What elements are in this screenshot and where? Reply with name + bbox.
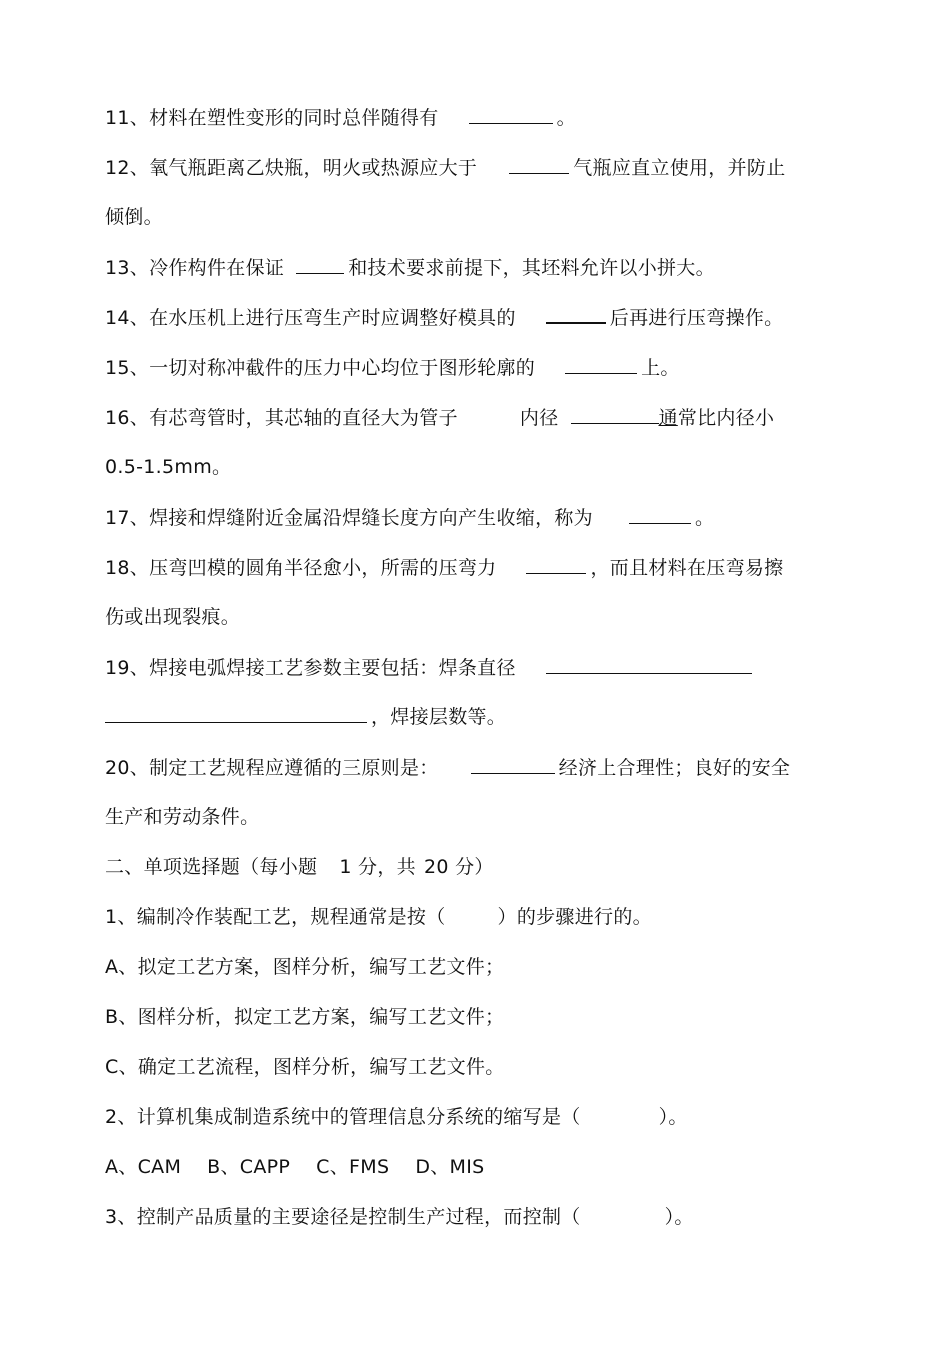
question-text: 在水压机上进行压弯生产时应调整好模具的: [149, 307, 516, 329]
question-text: 计算机集成制造系统中的管理信息分系统的缩写是（: [136, 1106, 581, 1128]
question-number: 17、: [105, 507, 150, 529]
section-heading: [105, 853, 494, 881]
section-score-each: 1 分，共: [339, 856, 416, 878]
question-number: 12、: [105, 157, 150, 179]
question-text-end: 。: [556, 107, 576, 129]
option-text: A、拟定工艺方案，图样分析，编写工艺文件；: [105, 956, 505, 978]
fill-blank: [471, 755, 555, 774]
question-text: 压弯凹模的圆角半径愈小，所需的压弯力: [149, 557, 497, 579]
fill-blank: [296, 255, 344, 274]
fill-blank: [509, 155, 569, 174]
question-14: [105, 304, 783, 332]
question-20: [105, 754, 790, 782]
question-number: 20、: [105, 757, 150, 779]
question-text-end: ）。: [664, 1206, 694, 1228]
question-text: 焊接和焊缝附近金属沿焊缝长度方向产生收缩，称为: [149, 507, 593, 529]
question-text-end: ）。: [658, 1106, 688, 1128]
question-text-continued: 0.5-1.5mm。: [105, 456, 232, 478]
question-text-end: 上。: [641, 357, 680, 379]
choice-option-c: [105, 1053, 505, 1081]
option-b: B、CAPP: [207, 1156, 291, 1178]
question-18: [105, 554, 784, 582]
question-text-end: 经济上合理性；良好的安全: [558, 757, 791, 779]
question-number: 1、: [105, 906, 137, 928]
question-12: [105, 154, 786, 182]
question-number: 19、: [105, 657, 150, 679]
question-13: [105, 254, 715, 282]
question-text-mid: 内径: [519, 407, 559, 429]
fill-blank: [546, 655, 752, 674]
question-text: 冷作构件在保证: [149, 257, 285, 279]
fill-blank: [105, 704, 367, 723]
question-20-continued: [105, 803, 259, 831]
fill-blank: [571, 405, 659, 424]
question-number: 13、: [105, 257, 150, 279]
question-text: 制定工艺规程应遵循的三原则是：: [149, 757, 439, 779]
choice-question-2: [105, 1103, 688, 1131]
question-text-end: 后再进行压弯操作。: [609, 307, 784, 329]
question-text-end: 。: [694, 507, 715, 529]
fill-blank: [546, 304, 606, 324]
question-number: 3、: [105, 1206, 137, 1228]
question-19: [105, 654, 756, 682]
question-text: 材料在塑性变形的同时总伴随得有: [149, 107, 439, 129]
question-text: 有芯弯管时，其芯轴的直径大为管子: [149, 407, 458, 429]
choice-options-row: [105, 1153, 485, 1181]
question-12-continued: [105, 203, 163, 231]
fill-blank: [526, 555, 586, 574]
option-text: C、确定工艺流程，图样分析，编写工艺文件。: [105, 1056, 505, 1078]
question-number: 18、: [105, 557, 150, 579]
choice-option-b: [105, 1003, 504, 1031]
question-text-end: ，焊接层数等。: [371, 706, 507, 728]
option-a: A、CAM: [105, 1156, 182, 1178]
question-19-continued: [105, 703, 506, 731]
question-text-continued: 倾倒。: [105, 206, 163, 228]
question-text: 焊接电弧焊接工艺参数主要包括：焊条直径: [149, 657, 516, 679]
question-number: 15、: [105, 357, 150, 379]
choice-question-3: [105, 1203, 694, 1231]
question-text: 氧气瓶距离乙炔瓶，明火或热源应大于: [149, 157, 478, 179]
choice-question-1: [105, 903, 652, 931]
option-c: C、FMS: [316, 1156, 390, 1178]
section-score-total: 20 分）: [423, 856, 494, 878]
question-number: 11、: [105, 107, 150, 129]
question-text-continued: 伤或出现裂痕。: [105, 606, 241, 628]
section-title: 二、单项选择题（每小题: [105, 856, 318, 878]
underlined-char: 通: [658, 407, 678, 429]
question-text: 编制冷作装配工艺，规程通常是按（: [136, 906, 446, 928]
question-text-end: 和技术要求前提下，其坯料允许以小拼大。: [348, 257, 715, 279]
question-text-end: ，而且材料在压弯易擦: [590, 557, 784, 579]
question-11: [105, 104, 576, 132]
question-number: 16、: [105, 407, 150, 429]
question-number: 14、: [105, 307, 150, 329]
question-text-end: ）的步骤进行的。: [497, 906, 652, 928]
question-text-continued: 生产和劳动条件。: [105, 806, 260, 828]
question-15: [105, 354, 680, 382]
fill-blank: [469, 105, 553, 124]
question-text: 一切对称冲截件的压力中心均位于图形轮廓的: [149, 357, 536, 379]
question-number: 2、: [105, 1106, 137, 1128]
question-text-end: 气瓶应直立使用，并防止: [573, 157, 786, 179]
question-18-continued: [105, 603, 240, 631]
question-16-continued: [105, 453, 231, 481]
question-16: [105, 404, 774, 432]
question-17: [105, 504, 714, 532]
question-text: 控制产品质量的主要途径是控制生产过程，而控制（: [136, 1206, 581, 1228]
question-text-end: 常比内径小: [677, 407, 775, 429]
fill-blank: [629, 505, 691, 524]
choice-option-a: [105, 953, 504, 981]
option-d: D、MIS: [415, 1156, 485, 1178]
fill-blank: [565, 355, 637, 374]
option-text: B、图样分析，拟定工艺方案，编写工艺文件；: [105, 1006, 505, 1028]
